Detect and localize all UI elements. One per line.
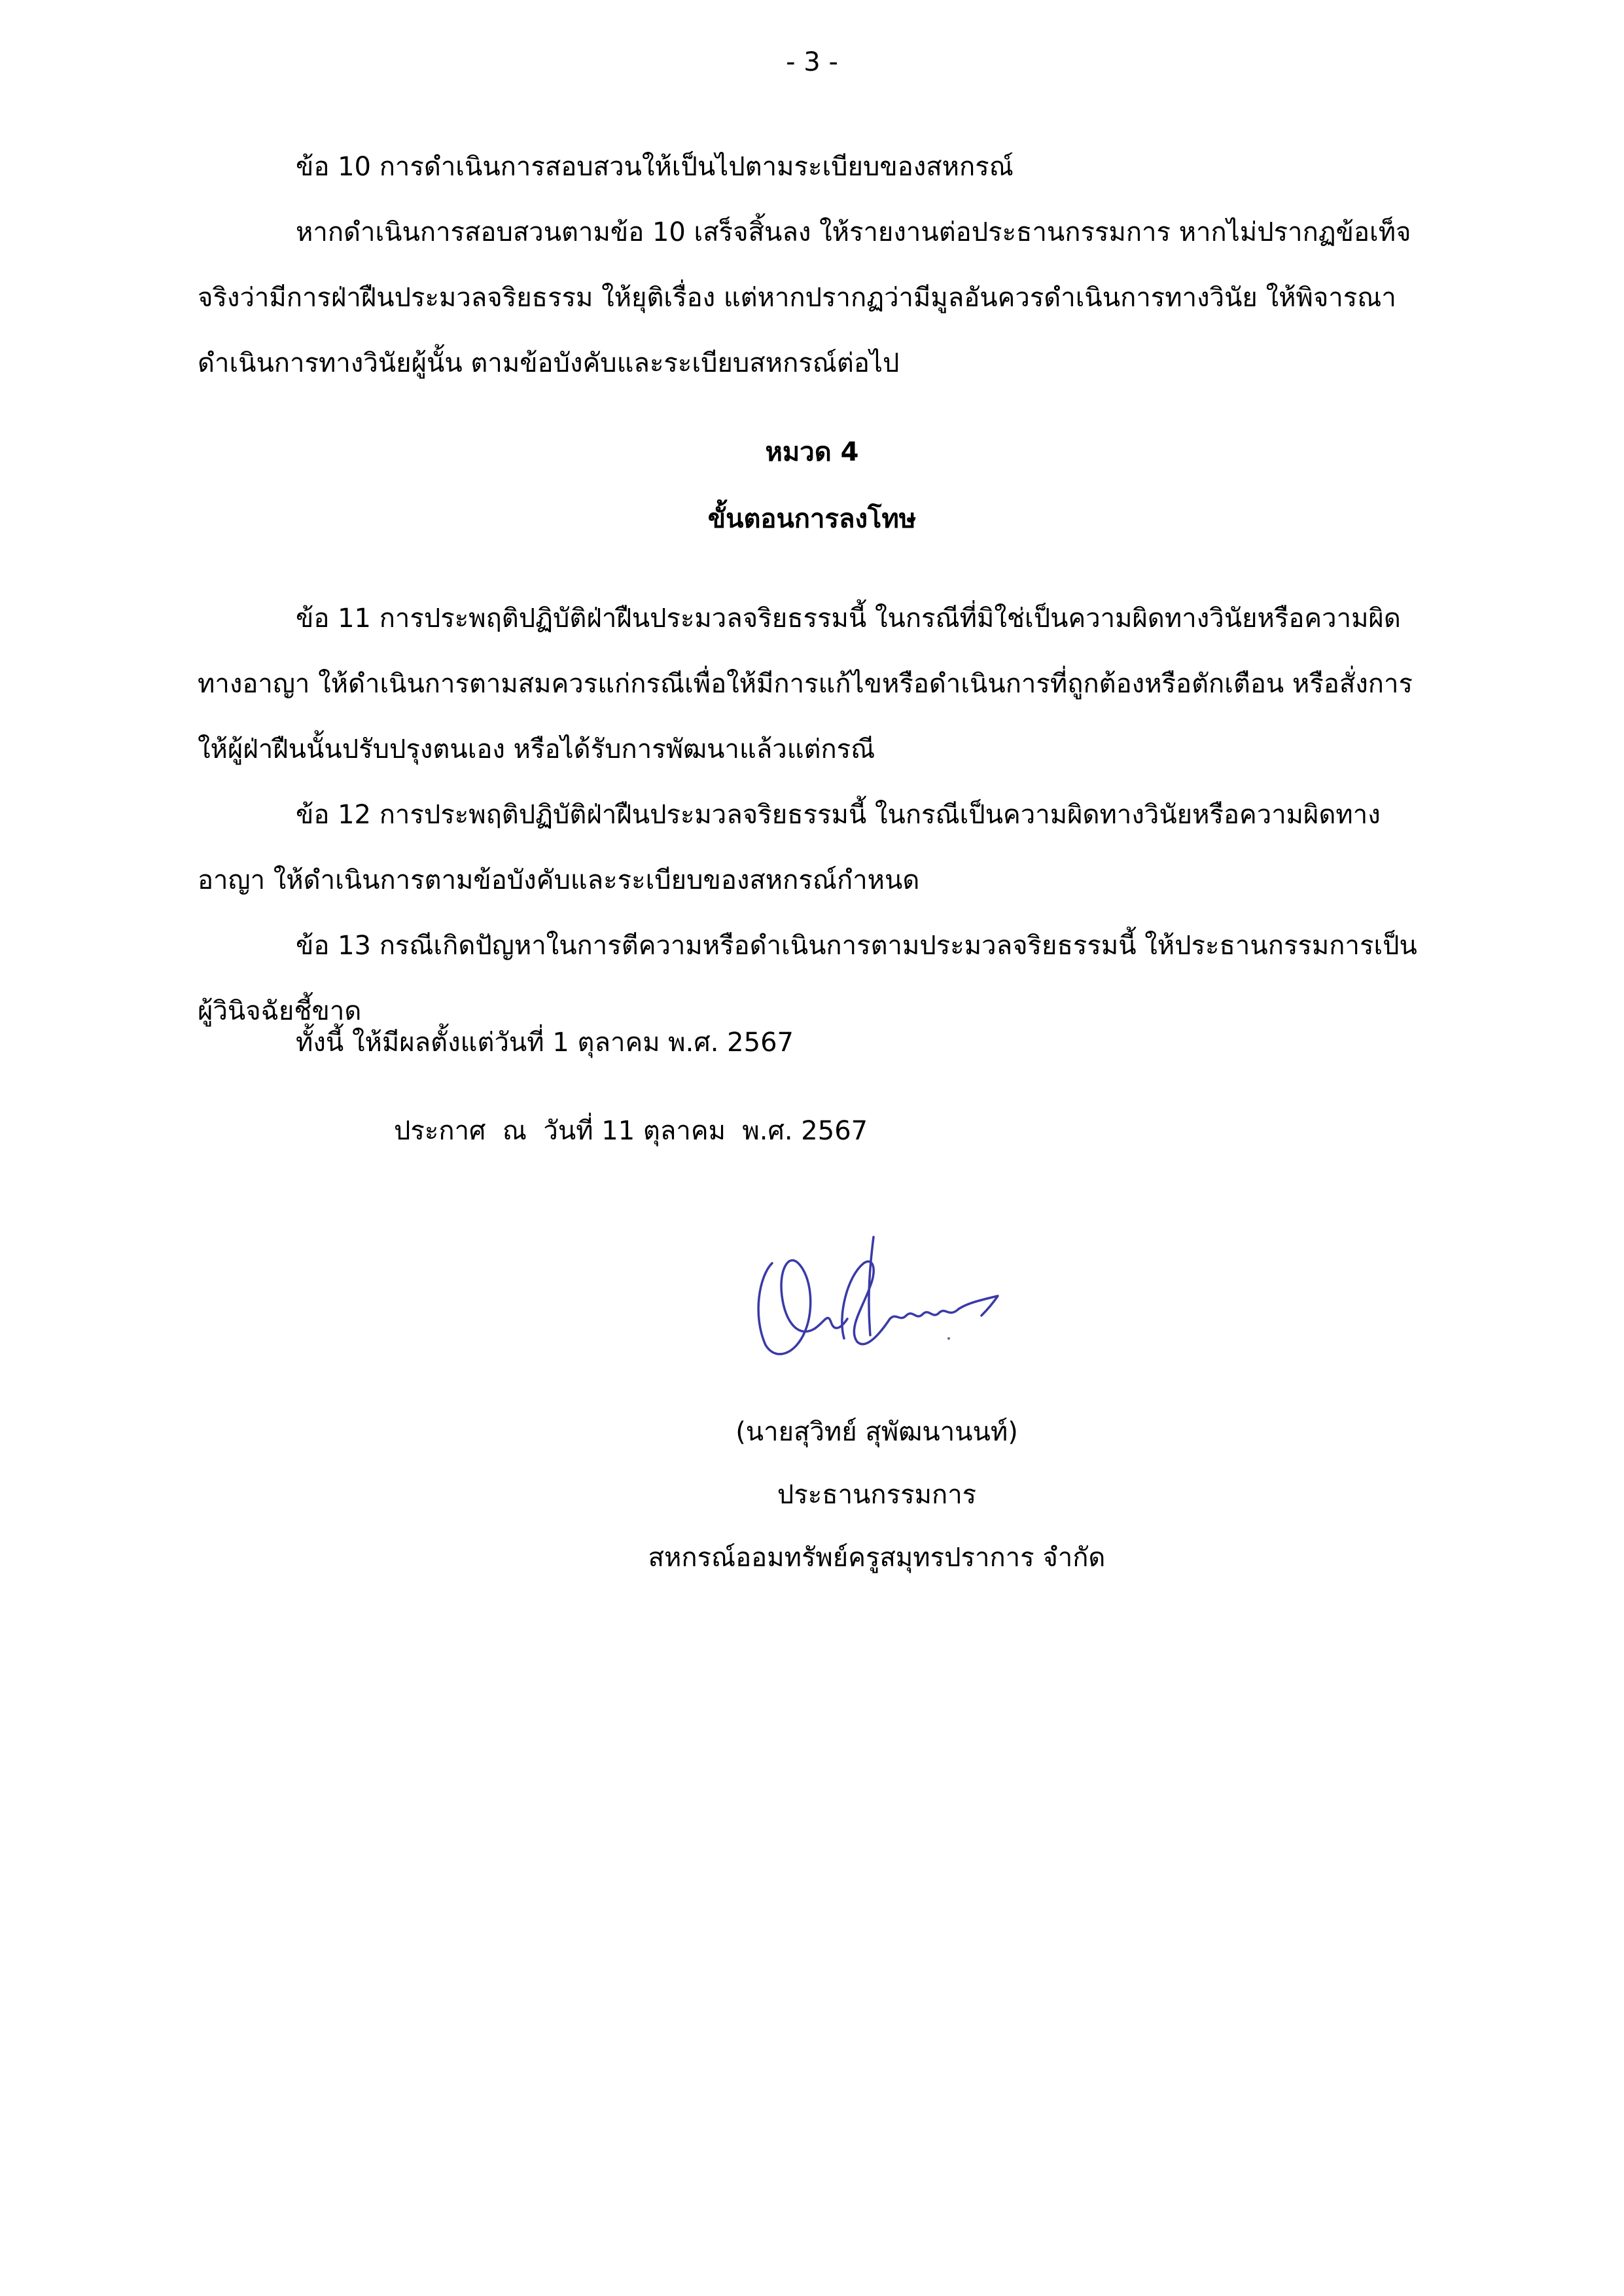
announcement-date: ประกาศ ณ วันที่ 11 ตุลาคม พ.ศ. 2567	[394, 1116, 868, 1146]
signer-organization: สหกรณ์ออมทรัพย์ครูสมุทรปราการ จำกัด	[648, 1543, 1106, 1573]
section-3-body	[198, 134, 1428, 396]
signature-stroke-1	[758, 1261, 815, 1354]
investigation-result-paragraph: หากดำเนินการสอบสวนตามข้อ 10 เสร็จสิ้นลง ให้รายงานต่อประธานกรรมการ หากไม่ปรากฏข้อเท็จจริงว่ามีการฝ่าฝืนประมวลจริยธรรม ให้ยุติเรื่อง แต่หากปรากฏว่ามีมูลอันควรดำเนินการทางวินัย ให้พิจารณาดำเนินการทางวินัยผู้นั้น ตามข้อบังคับและระเบียบสหกรณ์ต่อไป	[198, 217, 1411, 378]
chapter-heading	[0, 419, 1624, 552]
signer-name: (นายสุวิทย์ สุพัฒนานนท์)	[735, 1417, 1018, 1447]
effective-date-statement: ทั้งนี้ ให้มีผลตั้งแต่วันที่ 1 ตุลาคม พ.ศ. 2567	[296, 1028, 794, 1058]
signature-stroke-5	[890, 1309, 959, 1319]
chapter-subtitle: ขั้นตอนการลงโทษ	[707, 504, 917, 534]
clause-10: ข้อ 10 การดำเนินการสอบสวนให้เป็นไปตามระเบียบของสหกรณ์	[296, 152, 1014, 182]
chapter-title: หมวด 4	[765, 437, 859, 467]
clause-12: ข้อ 12 การประพฤติปฏิบัติฝ่าฝืนประมวลจริยธรรมนี้ ในกรณีเป็นความผิดทางวินัยหรือความผิดทางอาญา ให้ดำเนินการตามข้อบังคับและระเบียบของสหกรณ์กำหนด	[198, 800, 1381, 895]
clause-13: ข้อ 13 กรณีเกิดปัญหาในการตีความหรือดำเนินการตามประมวลจริยธรรมนี้ ให้ประธานกรรมการเป็นผู้วินิจฉัยชี้ขาด	[198, 931, 1417, 1026]
handwritten-signature	[733, 1224, 1021, 1368]
page-number: - 3 -	[786, 47, 838, 77]
chapter-4-body	[198, 586, 1428, 1044]
signature-stroke-6	[959, 1296, 998, 1316]
signer-block	[556, 1401, 1197, 1589]
clause-11: ข้อ 11 การประพฤติปฏิบัติฝ่าฝืนประมวลจริยธรรมนี้ ในกรณีที่มิใช่เป็นความผิดทางวินัยหรือความผิดทางอาญา ให้ดำเนินการตามสมควรแก่กรณีเพื่อให้มีการแก้ไขหรือดำเนินการที่ถูกต้องหรือตักเตือน หรือสั่งการให้ผู้ฝ่าฝืนนั้นปรับปรุงตนเอง หรือได้รับการพัฒนาแล้วแต่กรณี	[198, 603, 1413, 764]
signature-stroke-3	[842, 1261, 890, 1344]
signer-position: ประธานกรรมการ	[777, 1480, 977, 1510]
signature-dot	[947, 1337, 950, 1340]
